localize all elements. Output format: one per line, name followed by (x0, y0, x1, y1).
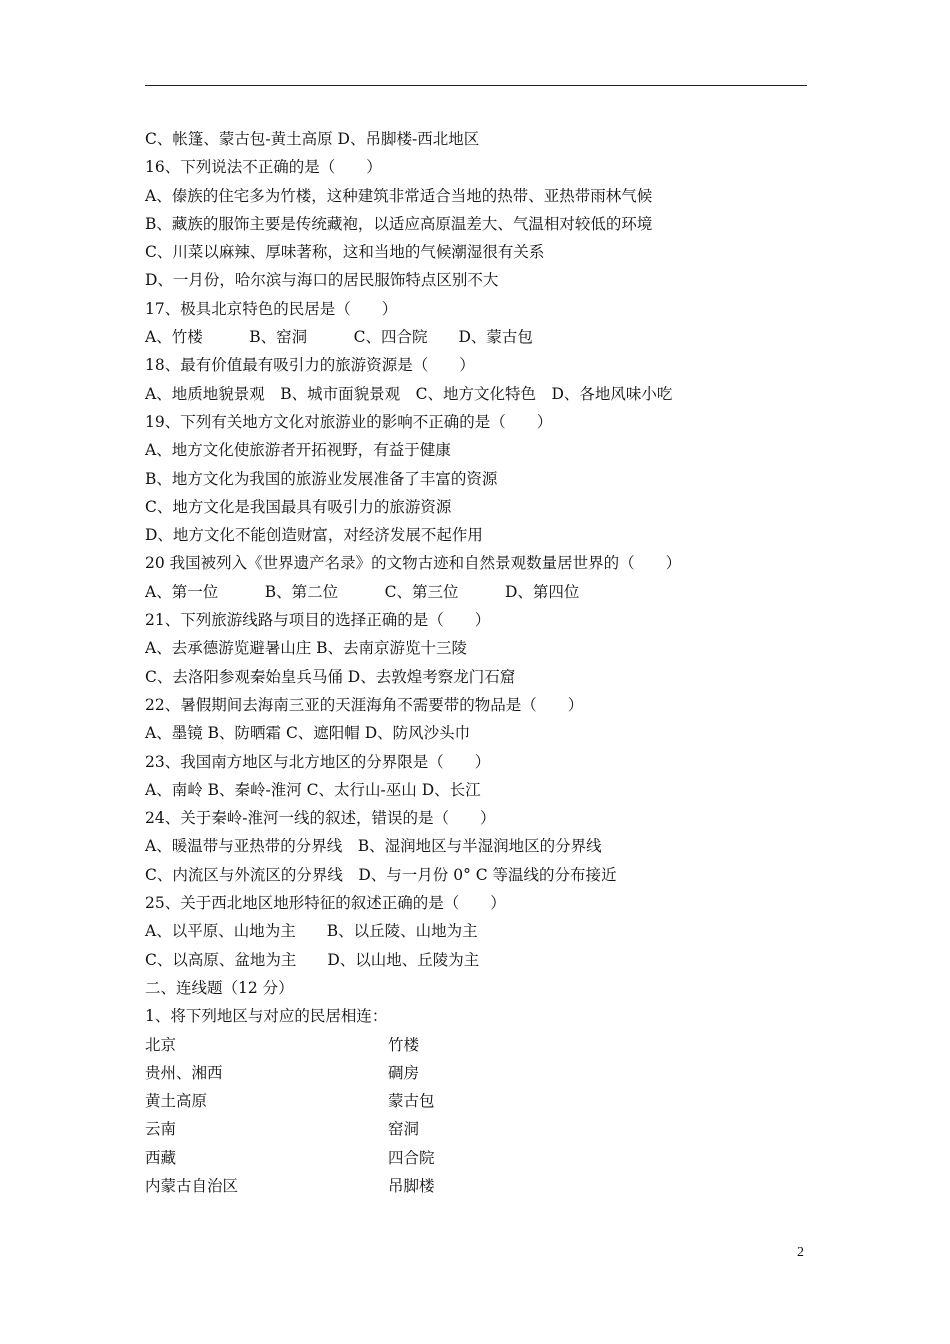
text-line: A、傣族的住宅多为竹楼，这种建筑非常适合当地的热带、亚热带雨林气候 (145, 186, 653, 205)
text-line: A、地方文化使旅游者开拓视野，有益于健康 (145, 441, 451, 460)
header-rule (145, 85, 807, 86)
section-heading: 二、连线题（12 分） (145, 978, 294, 997)
region-label: 内蒙古自治区 (145, 1176, 239, 1195)
text-line: A、地质地貌景观 B、城市面貌景观 C、地方文化特色 D、各地风味小吃 (145, 384, 673, 403)
document-body (145, 125, 807, 1200)
text-line: C、以高原、盆地为主 D、以山地、丘陵为主 (145, 950, 480, 969)
text-line: A、去承德游览避暑山庄 B、去南京游览十三陵 (145, 639, 468, 658)
text-line: C、内流区与外流区的分界线 D、与一月份 0° C 等温线的分布接近 (145, 865, 617, 884)
matching-row (145, 1144, 807, 1172)
text-line: C、川菜以麻辣、厚味著称，这和当地的气候潮湿很有关系 (145, 243, 545, 262)
region-label: 北京 (145, 1035, 177, 1054)
region-label: 云南 (145, 1120, 177, 1139)
dwelling-label: 蒙古包 (388, 1092, 435, 1111)
question-23: 23、我国南方地区与北方地区的分界限是（ ） (145, 752, 491, 771)
region-label: 黄土高原 (145, 1092, 208, 1111)
text-line: A、竹楼 B、窑洞 C、四合院 D、蒙古包 (145, 328, 533, 347)
matching-row (145, 1172, 807, 1200)
dwelling-label: 四合院 (388, 1148, 435, 1167)
question-18: 18、最有价值最有吸引力的旅游资源是（ ） (145, 356, 475, 375)
question-25: 25、关于西北地区地形特征的叙述正确的是（ ） (145, 894, 506, 913)
text-line: B、藏族的服饰主要是传统藏袍，以适应高原温差大、气温相对较低的环境 (145, 214, 653, 233)
page-number: 2 (797, 1245, 804, 1260)
dwelling-label: 竹楼 (388, 1035, 420, 1054)
text-line: D、地方文化不能创造财富，对经济发展不起作用 (145, 526, 483, 545)
matching-row (145, 1059, 807, 1087)
text-line: A、暖温带与亚热带的分界线 B、湿润地区与半湿润地区的分界线 (145, 837, 602, 856)
question-19: 19、下列有关地方文化对旅游业的影响不正确的是（ ） (145, 412, 553, 431)
matching-row (145, 1087, 807, 1115)
region-label: 西藏 (145, 1148, 177, 1167)
text-line: C、帐篷、蒙古包-黄土高原 D、吊脚楼-西北地区 (145, 130, 480, 148)
matching-table (145, 1031, 807, 1201)
region-label: 贵州、湘西 (145, 1063, 223, 1082)
dwelling-label: 窑洞 (388, 1120, 420, 1139)
text-line: A、第一位 B、第二位 C、第三位 D、第四位 (145, 582, 580, 601)
text-line: A、墨镜 B、防晒霜 C、遮阳帽 D、防风沙头巾 (145, 724, 471, 743)
question-17: 17、极具北京特色的民居是（ ） (145, 299, 398, 318)
question-22: 22、暑假期间去海南三亚的天涯海角不需要带的物品是（ ） (145, 695, 584, 714)
text-line: B、地方文化为我国的旅游业发展准备了丰富的资源 (145, 469, 498, 488)
matching-row (145, 1115, 807, 1143)
question-21: 21、下列旅游线路与项目的选择正确的是（ ） (145, 611, 491, 630)
text-line: C、去洛阳参观秦始皇兵马俑 D、去敦煌考察龙门石窟 (145, 667, 516, 686)
question-24: 24、关于秦岭-淮河一线的叙述，错误的是（ ） (145, 809, 496, 828)
text-line: C、地方文化是我国最具有吸引力的旅游资源 (145, 497, 452, 516)
text-line: A、南岭 B、秦岭-淮河 C、太行山-巫山 D、长江 (145, 780, 481, 799)
question-16: 16、下列说法不正确的是（ ） (145, 158, 382, 177)
matching-instruction: 1、将下列地区与对应的民居相连： (145, 1007, 388, 1026)
question-20: 20 我国被列入《世界遗产名录》的文物古迹和自然景观数量居世界的（ ） (145, 554, 682, 573)
dwelling-label: 吊脚楼 (388, 1176, 435, 1195)
dwelling-label: 碉房 (388, 1063, 420, 1082)
text-line: D、一月份，哈尔滨与海口的居民服饰特点区别不大 (145, 271, 499, 290)
matching-row (145, 1031, 807, 1059)
text-line: A、以平原、山地为主 B、以丘陵、山地为主 (145, 922, 478, 941)
